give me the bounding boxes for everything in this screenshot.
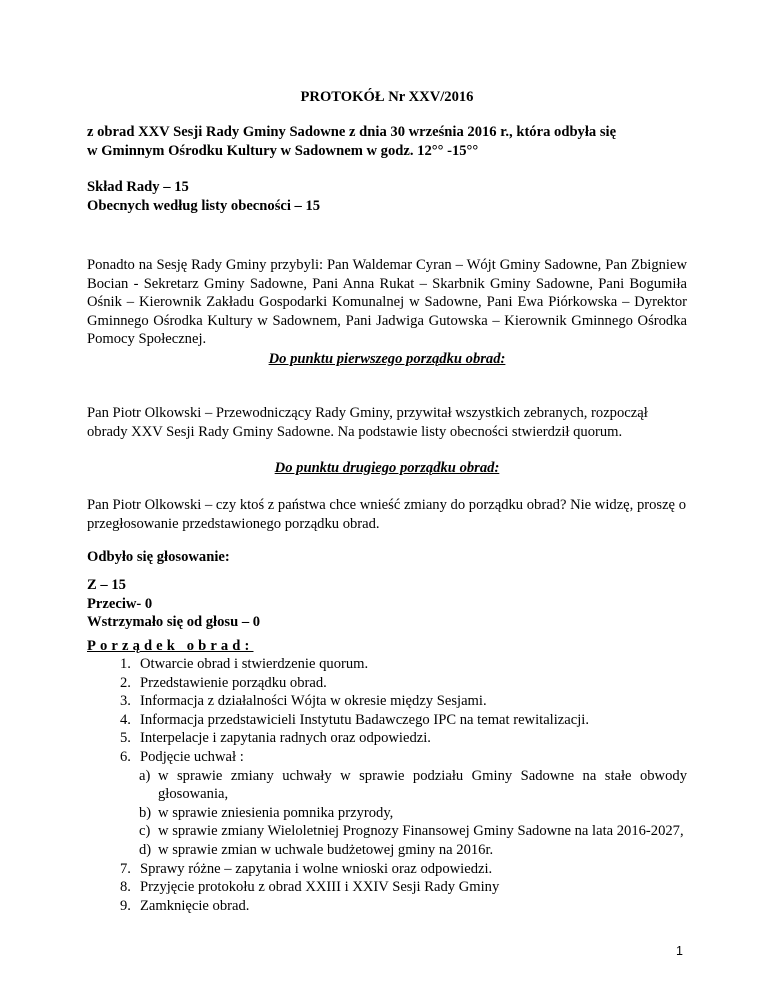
agenda-item-text: Przyjęcie protokołu z obrad XXIII i XXIV Sesji Rady Gminy bbox=[140, 879, 500, 896]
section-1-paragraph: Pan Piotr Olkowski – Przewodniczący Rady Gminy, przywitał wszystkich zebranych, rozpoczął obrady XXV Sesji Rady Gminy Sadowne. Na podstawie listy obecności stwierdził quorum. bbox=[87, 405, 648, 440]
agenda-subitem-letter: b) bbox=[139, 804, 152, 821]
agenda-item-number: 6. bbox=[120, 748, 131, 765]
agenda-item-text: Otwarcie obrad i stwierdzenie quorum. bbox=[140, 656, 369, 672]
agenda-item-number: 4. bbox=[120, 711, 131, 728]
agenda-subitem-letter: d) bbox=[139, 841, 152, 858]
agenda-subitem bbox=[87, 822, 687, 841]
agenda-item bbox=[87, 897, 687, 916]
agenda-subitem-text: w sprawie zniesienia pomnika przyrody, bbox=[158, 804, 394, 821]
agenda-item-number: 9. bbox=[120, 897, 131, 914]
agenda-subitem bbox=[87, 804, 687, 823]
vote-results bbox=[87, 576, 687, 632]
agenda-item-text: Sprawy różne – zapytania i wolne wnioski oraz odpowiedzi. bbox=[140, 860, 493, 877]
agenda-item-number: 1. bbox=[120, 656, 131, 672]
section-2-paragraph: Pan Piotr Olkowski – czy ktoś z państwa chce wnieść zmiany do porządku obrad? Nie widzę, proszę o przegłosowanie przedstawionego porządku obrad. bbox=[87, 497, 686, 532]
agenda-subitem-letter: c) bbox=[139, 823, 151, 840]
section-heading-1-text: Do punktu pierwszego porządku obrad: bbox=[268, 351, 506, 367]
attendees-paragraph: Ponadto na Sesję Rady Gminy przybyli: Pan Waldemar Cyran – Wójt Gminy Sadowne, Pan Zbigniew Bocian - Sekretarz Gminy Sadowne, Pani Anna Rukat – Skarbnik Gminy Sadowne, Pani Bogumiła Ośnik – Kierownik Zakładu Gospodarki Komunalnej w Sadowne, Pani Ewa Piórkowska – Dyrektor Gminnego Ośrodka Kultury w Sadownem, Pani Jadwiga Gutowska – Kierownik Gminnego Ośrodka Pomocy Społecznej. bbox=[87, 257, 687, 348]
agenda-subitem-text: w sprawie zmian w uchwale budżetowej gminy na 2016r. bbox=[158, 841, 494, 858]
document-subtitle bbox=[87, 123, 687, 160]
agenda-heading bbox=[87, 637, 687, 656]
vote-heading: Odbyło się głosowanie: bbox=[87, 549, 230, 565]
agenda-item-number: 5. bbox=[120, 730, 131, 747]
agenda-item-text: Interpelacje i zapytania radnych oraz odpowiedzi. bbox=[140, 730, 431, 747]
vote-abstain: Wstrzymało się od głosu – 0 bbox=[87, 614, 261, 631]
council-size: Skład Rady – 15 bbox=[87, 179, 189, 195]
vote-against: Przeciw- 0 bbox=[87, 595, 153, 612]
agenda-item bbox=[87, 860, 687, 879]
agenda-item-text: Przedstawienie porządku obrad. bbox=[140, 674, 327, 691]
vote-for: Z – 15 bbox=[87, 577, 126, 593]
agenda-subitem-text: w sprawie zmiany uchwały w sprawie podziału Gminy Sadowne na stałe obwody głosowania, bbox=[158, 767, 687, 803]
agenda-item bbox=[87, 655, 687, 674]
agenda-item-number: 3. bbox=[120, 693, 131, 710]
agenda-item bbox=[87, 748, 687, 767]
agenda-subitem-letter: a) bbox=[139, 767, 151, 784]
agenda-item bbox=[87, 878, 687, 897]
agenda-subitem bbox=[87, 767, 687, 804]
agenda-subitem-text: w sprawie zmiany Wieloletniej Prognozy Finansowej Gminy Sadowne na lata 2016-2027, bbox=[158, 823, 684, 840]
agenda-item-number: 7. bbox=[120, 860, 131, 877]
agenda-item-text: Informacja przedstawicieli Instytutu Badawczego IPC na temat rewitalizacji. bbox=[140, 711, 589, 728]
subtitle-line-1: z obrad XXV Sesji Rady Gminy Sadowne z dnia 30 września 2016 r., która odbyła się bbox=[87, 124, 617, 140]
agenda-heading-text: Porządek obrad: bbox=[87, 638, 254, 654]
agenda-item-number: 8. bbox=[120, 879, 131, 896]
agenda-subitem bbox=[87, 841, 687, 860]
page-number: 1 bbox=[676, 944, 683, 958]
section-heading-2-text: Do punktu drugiego porządku obrad: bbox=[274, 460, 500, 476]
agenda-item bbox=[87, 729, 687, 748]
subtitle-line-2: w Gminnym Ośrodku Kultury w Sadownem w godz. 12°° -15°° bbox=[87, 142, 479, 159]
agenda-item-text: Zamknięcie obrad. bbox=[140, 897, 250, 914]
section-heading-1 bbox=[87, 350, 687, 369]
agenda-item bbox=[87, 711, 687, 730]
agenda-item-text: Podjęcie uchwał : bbox=[140, 748, 244, 765]
attendance-count: Obecnych według listy obecności – 15 bbox=[87, 197, 321, 214]
agenda-item bbox=[87, 692, 687, 711]
agenda-item-text: Informacja z działalności Wójta w okresie między Sesjami. bbox=[140, 693, 487, 710]
agenda-item bbox=[87, 674, 687, 693]
council-composition bbox=[87, 178, 687, 215]
section-heading-2 bbox=[87, 459, 687, 478]
agenda-list bbox=[87, 655, 687, 915]
document-title: PROTOKÓŁ Nr XXV/2016 bbox=[300, 89, 474, 105]
agenda-item-number: 2. bbox=[120, 674, 131, 691]
